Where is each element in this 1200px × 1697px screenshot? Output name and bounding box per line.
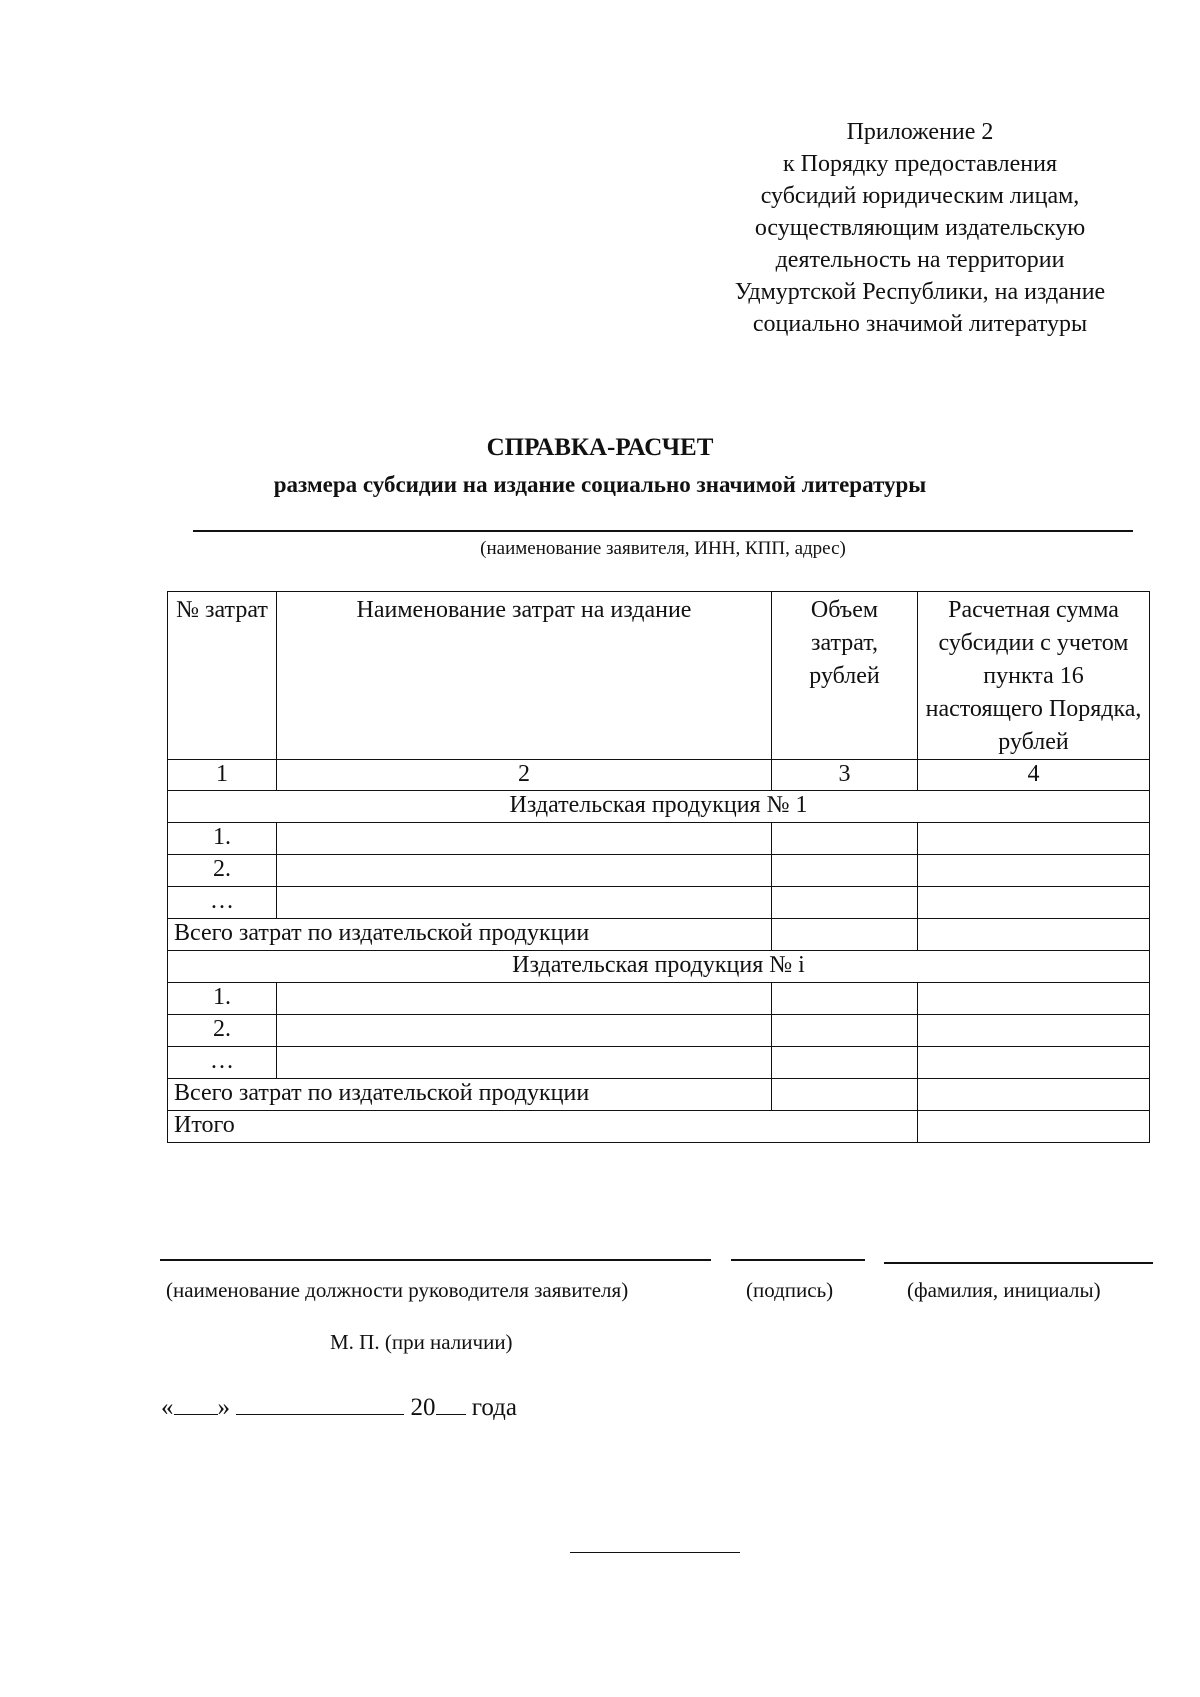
row-number: 1.: [168, 823, 277, 855]
cost-volume-cell[interactable]: [772, 1047, 918, 1079]
day-blank[interactable]: [174, 1392, 218, 1415]
signature-caption: (подпись): [746, 1278, 834, 1302]
row-number: 2.: [168, 1015, 277, 1047]
table-row: [168, 1015, 1150, 1047]
date-century: 20: [410, 1394, 436, 1421]
section-title-row: [168, 791, 1150, 823]
row-number: 2.: [168, 855, 277, 887]
subsidy-amount-cell[interactable]: [918, 983, 1150, 1015]
column-number: 4: [918, 760, 1150, 791]
section-total-row: [168, 1079, 1150, 1111]
name-line[interactable]: [884, 1262, 1153, 1264]
subsidy-amount-cell[interactable]: [918, 823, 1150, 855]
table-row: [168, 887, 1150, 919]
cost-volume-cell[interactable]: [772, 823, 918, 855]
cost-table: [167, 591, 1150, 1143]
row-number: 1.: [168, 983, 277, 1015]
column-number-row: [168, 760, 1150, 791]
year-blank[interactable]: [436, 1392, 466, 1415]
appendix-line: деятельность на территории: [775, 247, 1065, 273]
section-title: Издательская продукция № i: [168, 951, 1150, 983]
cost-volume-cell[interactable]: [772, 887, 918, 919]
document-subtitle: размера субсидии на издание социально значимой литературы: [273, 472, 927, 497]
row-number: …: [168, 887, 277, 919]
appendix-line: Удмуртской Республики, на издание: [734, 279, 1106, 305]
section-total-row: [168, 919, 1150, 951]
table-row: [168, 823, 1150, 855]
subsidy-amount-cell[interactable]: [918, 887, 1150, 919]
stamp-note: М. П. (при наличии): [330, 1330, 513, 1354]
subsidy-amount-cell[interactable]: [918, 1015, 1150, 1047]
section-total-volume-cell[interactable]: [772, 919, 918, 951]
cost-name-cell[interactable]: [277, 823, 772, 855]
section-total-subsidy-cell[interactable]: [918, 919, 1150, 951]
appendix-line: к Порядку предоставления: [782, 151, 1057, 177]
month-blank[interactable]: [236, 1392, 404, 1415]
header-cell-volume: Объем затрат, рублей: [772, 592, 918, 760]
column-number: 1: [168, 760, 277, 791]
grand-total-cell[interactable]: [918, 1111, 1150, 1143]
cost-volume-cell[interactable]: [772, 855, 918, 887]
table-row: [168, 983, 1150, 1015]
header-cell-subsidy: Расчетная сумма субсидии с учетом пункта 16 настоящего Порядка, рублей: [918, 592, 1150, 760]
section-total-label: Всего затрат по издательской продукции: [168, 1079, 772, 1111]
header-cell-number: № затрат: [168, 592, 277, 760]
table-row: [168, 1047, 1150, 1079]
appendix-line: социально значимой литературы: [752, 311, 1088, 337]
section-title-row: [168, 951, 1150, 983]
column-number: 2: [277, 760, 772, 791]
grand-total-row: [168, 1111, 1150, 1143]
appendix-line: Приложение 2: [846, 119, 994, 145]
name-caption: (фамилия, инициалы): [907, 1278, 1101, 1302]
section-total-label: Всего затрат по издательской продукции: [168, 919, 772, 951]
date-line: [161, 1392, 517, 1422]
cost-name-cell[interactable]: [277, 983, 772, 1015]
table-row: [168, 855, 1150, 887]
row-number: …: [168, 1047, 277, 1079]
cost-name-cell[interactable]: [277, 887, 772, 919]
date-suffix: года: [471, 1394, 517, 1421]
cost-name-cell[interactable]: [277, 1047, 772, 1079]
signature-line[interactable]: [731, 1259, 865, 1261]
position-line[interactable]: [160, 1259, 711, 1261]
appendix-header: [660, 116, 1180, 340]
applicant-line: [193, 530, 1133, 532]
footer-rule: [570, 1552, 740, 1553]
section-title: Издательская продукция № 1: [168, 791, 1150, 823]
table-header-row: [168, 592, 1150, 760]
position-caption: (наименование должности руководителя заявителя): [166, 1278, 629, 1302]
header-cell-name: Наименование затрат на издание: [277, 592, 772, 760]
date-close-quote: »: [217, 1394, 230, 1421]
document-title: СПРАВКА-РАСЧЕТ: [486, 434, 714, 461]
subsidy-amount-cell[interactable]: [918, 855, 1150, 887]
section-total-subsidy-cell[interactable]: [918, 1079, 1150, 1111]
cost-name-cell[interactable]: [277, 1015, 772, 1047]
date-open-quote: «: [161, 1394, 174, 1421]
cost-name-cell[interactable]: [277, 855, 772, 887]
appendix-line: субсидий юридическим лицам,: [760, 183, 1080, 209]
column-number: 3: [772, 760, 918, 791]
applicant-caption: (наименование заявителя, ИНН, КПП, адрес): [480, 538, 846, 559]
cost-volume-cell[interactable]: [772, 1015, 918, 1047]
section-total-volume-cell[interactable]: [772, 1079, 918, 1111]
cost-volume-cell[interactable]: [772, 983, 918, 1015]
subsidy-amount-cell[interactable]: [918, 1047, 1150, 1079]
appendix-line: осуществляющим издательскую: [754, 215, 1086, 241]
grand-total-label: Итого: [168, 1111, 918, 1143]
